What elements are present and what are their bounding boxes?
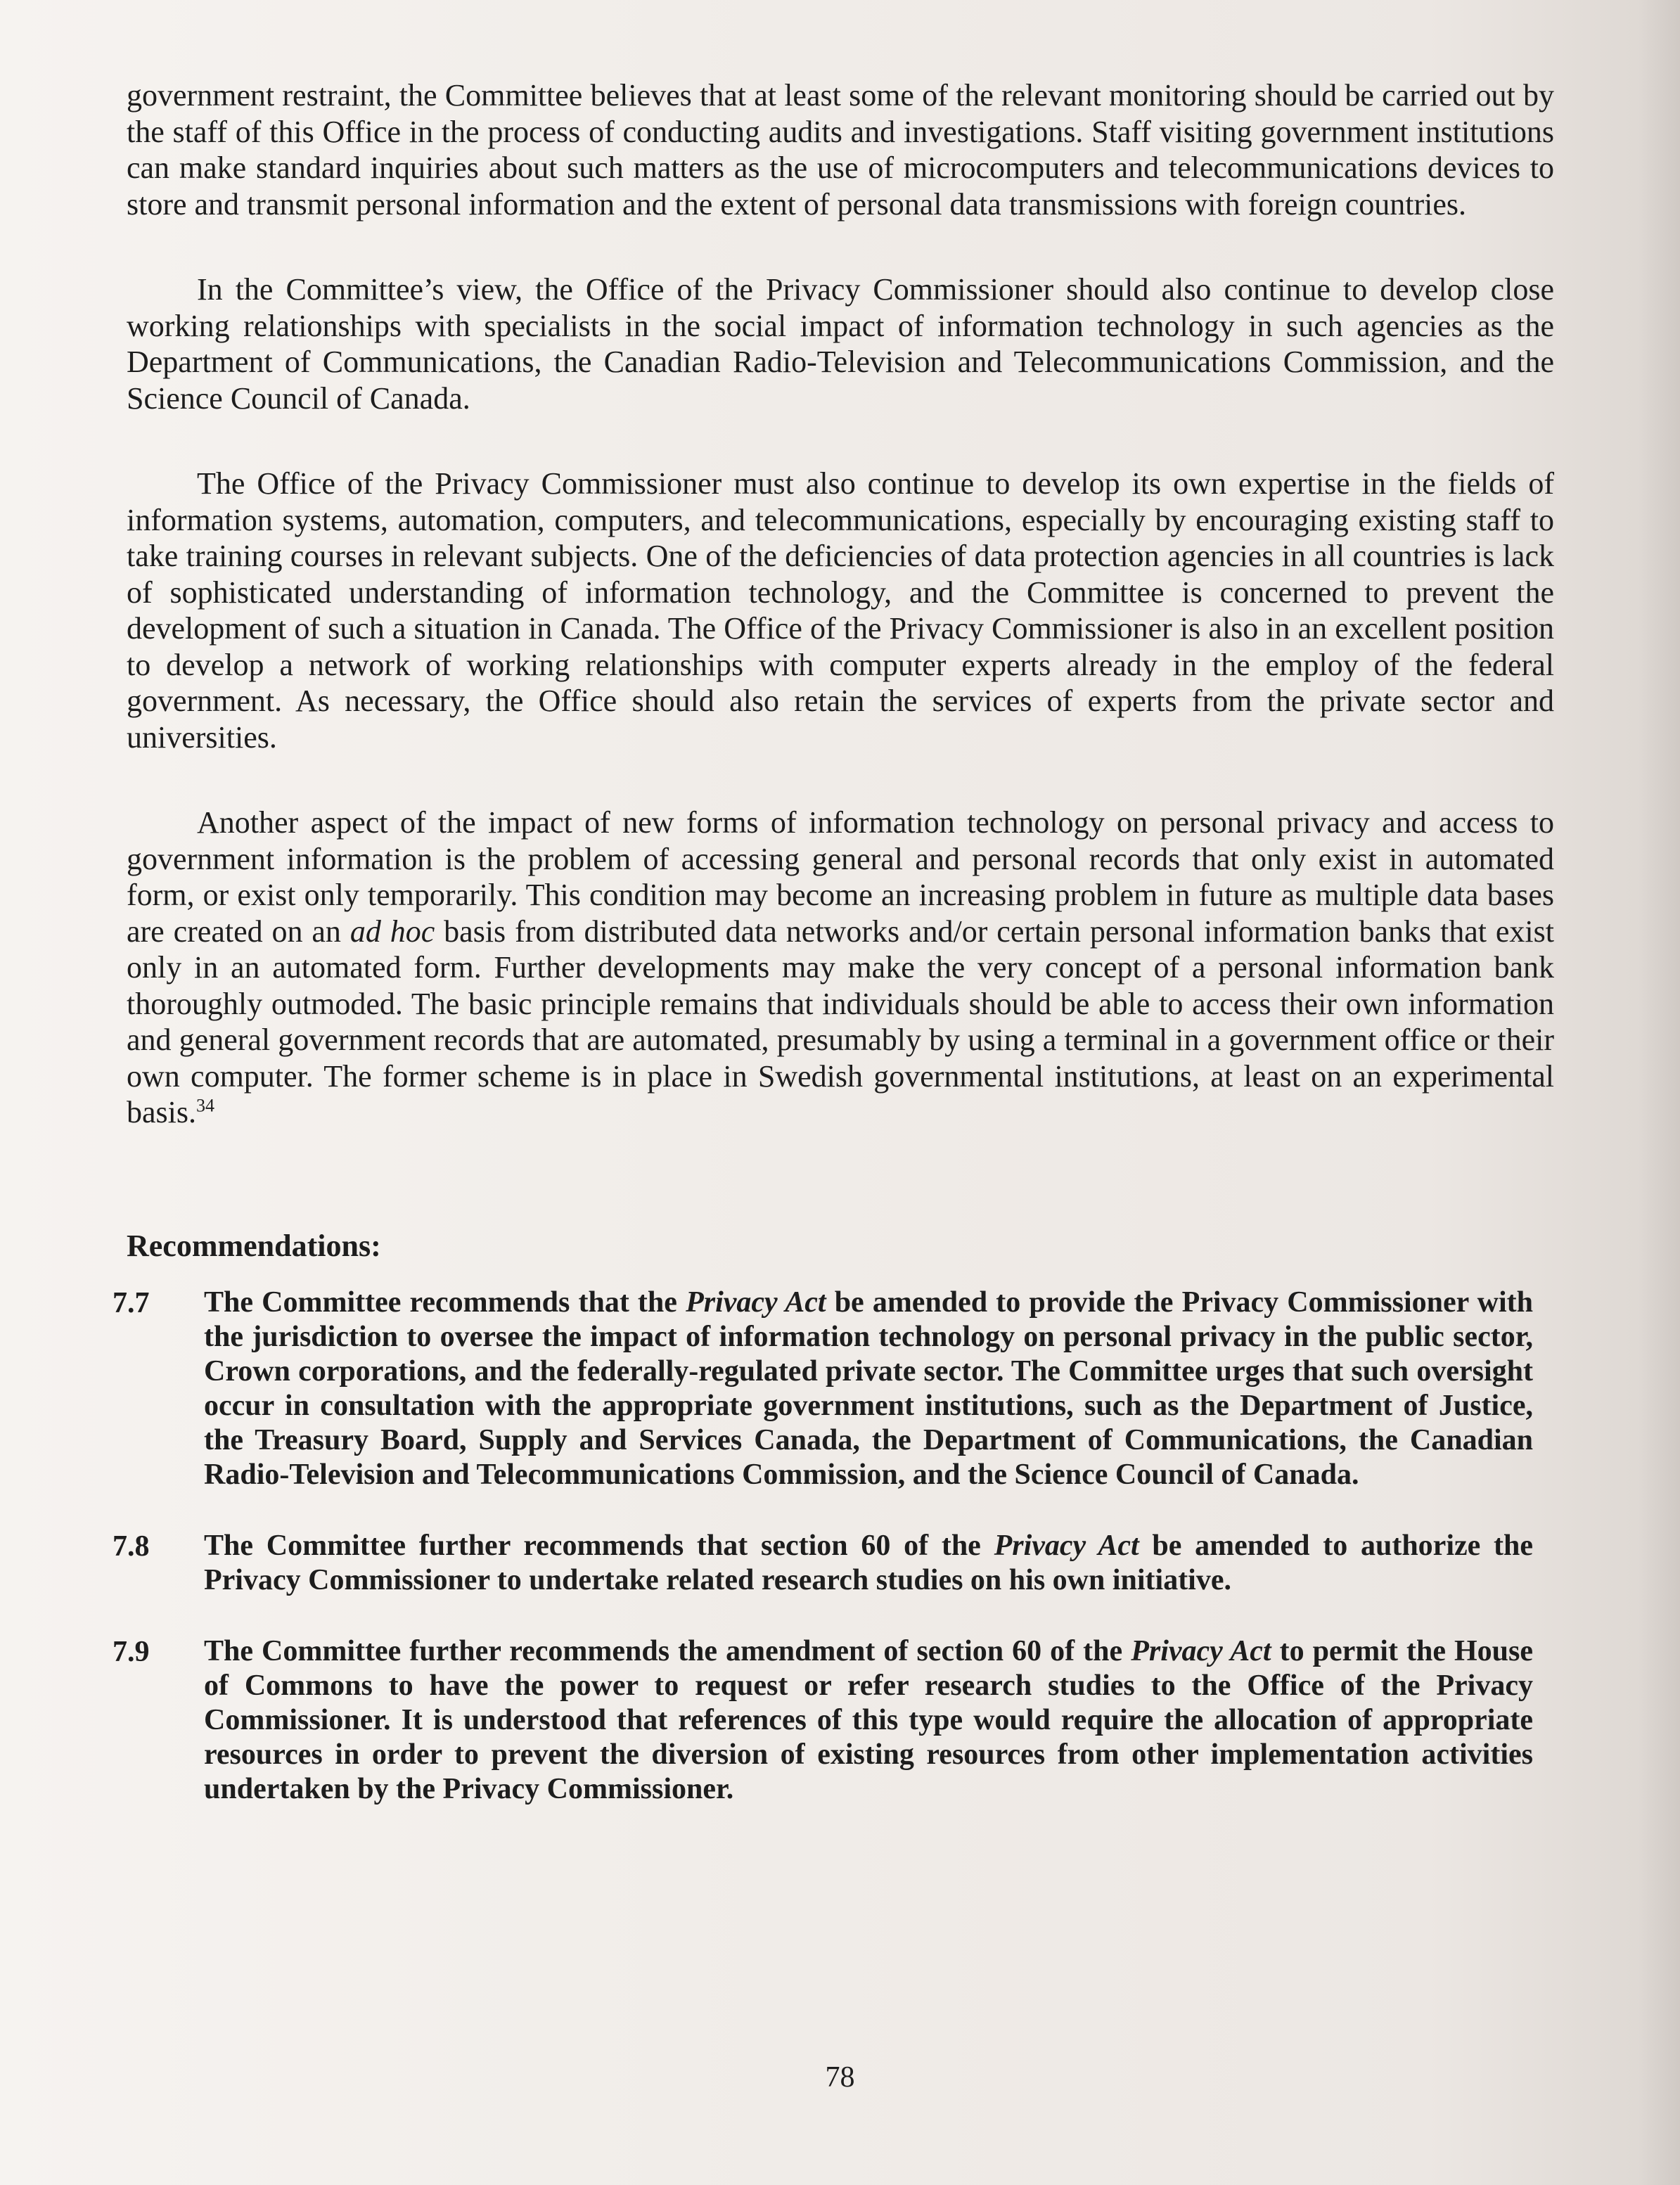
recommendation-number: 7.9 xyxy=(113,1635,150,1668)
paragraph-text: basis from distributed data networks and/or certain personal information banks that exist only in an automated form. Further developments may make the very concept of a personal information bank thoroughly outmoded. The basic principle remains that individuals should be able to access their own information and general government records that are automated, presumably by using a terminal in a government office or their own computer. The former scheme is in place in Swedish governmental institutions, at least on an experimental basis. xyxy=(127,914,1555,1129)
recommendation-text xyxy=(204,1634,1554,1807)
body-paragraph-3 xyxy=(127,466,1554,755)
page-number: 78 xyxy=(825,2061,855,2094)
italic-term: ad hoc xyxy=(350,914,435,949)
paragraph-text: government restraint, the Committee believes that at least some of the relevant monitoring should be carried out by the staff of this Office in the process of conducting audits and investigations. Staff visiting government institutions can make standard inquiries about such matters as the use of microcomputers and telecommunications devices to store and transmit personal information and the extent of personal data transmissions with foreign countries. xyxy=(127,78,1554,222)
paragraph-text: In the Committee’s view, the Office of the Privacy Commissioner should also continue to develop close working relationships with specialists in the social impact of information technology in such agencies as the Department of Communications, the Canadian Radio-Television and Telecommunications Commission, and the Science Council of Canada. xyxy=(127,272,1554,416)
recommendation-item xyxy=(113,1634,1554,1807)
recommendations-heading: Recommendations: xyxy=(127,1228,381,1263)
body-paragraph-2 xyxy=(127,271,1554,416)
page-edge-shadow xyxy=(1638,0,1680,2185)
paragraph-text: The Office of the Privacy Commissioner must also continue to develop its own expertise in the fields of information systems, automation, computers, and telecommunications, especially by encouraging existing staff to take training courses in relevant subjects. One of the deficiencies of data protection agencies in all countries is lack of sophisticated understanding of information technology, and the Committee is concerned to prevent the development of such a situation in Canada. The Office of the Privacy Commissioner is also in an excellent position to develop a network of working relationships with computer experts already in the employ of the federal government. As necessary, the Office should also retain the services of experts from the private sector and universities. xyxy=(127,466,1554,755)
recommendation-text xyxy=(204,1529,1554,1598)
recommendation-text-part: The Committee further recommends the amendment of section 60 of the xyxy=(204,1634,1131,1667)
recommendation-number: 7.7 xyxy=(113,1286,150,1319)
footnote-reference[interactable]: 34 xyxy=(196,1095,214,1116)
body-paragraph-1 xyxy=(127,77,1554,222)
recommendation-item xyxy=(113,1529,1554,1598)
page-content xyxy=(113,77,1555,1843)
recommendation-text-part: be amended to provide the Privacy Commissioner with the jurisdiction to oversee the impact of information technology on personal privacy in the public sector, Crown corporations, and the federally-regulated private sector. The Committee urges that such oversight occur in consultation with the appropriate government institutions, such as the Department of Justice, the Treasury Board, Supply and Services Canada, the Department of Communications, the Canadian Radio-Television and Telecommunications Commission, and the Science Council of Canada. xyxy=(204,1286,1534,1491)
act-name: Privacy Act xyxy=(1131,1634,1271,1667)
body-paragraph-4 xyxy=(127,805,1554,1131)
act-name: Privacy Act xyxy=(994,1529,1139,1562)
recommendation-text-part: The Committee recommends that the xyxy=(204,1286,686,1319)
recommendation-item xyxy=(113,1286,1554,1492)
recommendation-number: 7.8 xyxy=(113,1530,150,1563)
act-name: Privacy Act xyxy=(686,1286,826,1319)
recommendation-text xyxy=(204,1286,1554,1492)
recommendation-text-part: to permit the House of Commons to have the power to request or refer research studies to the Office of the Privacy Commissioner. It is understood that references of this type would require the allocation of appropriate resources in order to prevent the diversion of existing resources from other implementation activities undertaken by the Privacy Commissioner. xyxy=(204,1634,1534,1805)
recommendation-text-part: The Committee further recommends that section 60 of the xyxy=(204,1529,994,1562)
recommendation-text-part: be amended to authorize the Privacy Commissioner to undertake related research studies on his own initiative. xyxy=(204,1529,1533,1596)
paragraph-text: Another aspect of the impact of new forms of information technology on personal privacy and access to government information is the problem of accessing general and personal records that only exist in automated form, or exist only temporarily. This condition may become an increasing problem in future as multiple data bases are created on an xyxy=(127,805,1554,949)
